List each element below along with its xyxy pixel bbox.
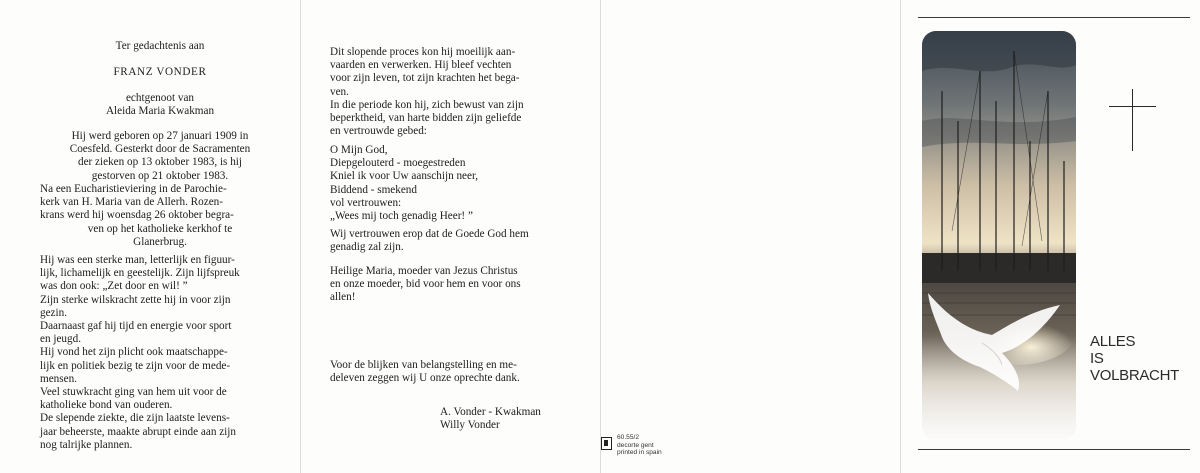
cross-icon — [1132, 89, 1133, 151]
text-line: beperktheid, van harte bidden zijn geliefde — [330, 112, 522, 125]
deceased-name: FRANZ VONDER — [113, 66, 207, 78]
prayer-line: „Wees mij toch genadig Heer! ” — [330, 210, 473, 223]
text-line: gezin. — [40, 306, 68, 319]
text-line: Veel stuwkracht ging van hem uit voor de — [40, 386, 227, 399]
text-line: en onze moeder, bid voor hem en voor ons — [330, 278, 521, 291]
prayer-line: Kniel ik voor Uw aanschijn neer, — [330, 170, 479, 183]
text-line: gestorven op 21 oktober 1983. — [91, 169, 229, 182]
text-line: katholieke bond van ouderen. — [40, 399, 173, 412]
text-line: vaarden en verwerken. Hij bleef vechten — [330, 59, 512, 72]
printer-code: 60.55/2 — [617, 434, 639, 441]
text-line: genadig zal zijn. — [330, 241, 404, 254]
text-line: Coesfeld. Gesterkt door de Sacramenten — [69, 143, 251, 156]
spouse-name: Aleida Maria Kwakman — [105, 105, 215, 117]
prayer-line: O Mijn God, — [330, 144, 388, 156]
signature-line: A. Vonder - Kwakman — [440, 406, 541, 418]
text-line: Na een Eucharistieviering in de Parochie- — [40, 183, 227, 195]
text-line: jaar beheerste, maakte abrupt einde aan zijn — [40, 425, 236, 438]
printer-origin: printed in spain — [617, 449, 662, 457]
spouse-intro: echtgenoot van — [125, 92, 195, 104]
motto-line: VOLBRACHT — [1090, 367, 1179, 384]
prayer-line: Diepgelouterd - moegestreden — [330, 157, 466, 170]
harbor-photo — [922, 31, 1076, 439]
text-line: en jeugd. — [40, 333, 82, 346]
cross-icon — [1109, 106, 1156, 107]
prayer-line: Biddend - smekend — [330, 183, 417, 196]
text-line: Glanerbrug. — [133, 235, 187, 248]
motto-line: ALLES — [1090, 333, 1136, 350]
signature-line: Willy Vonder — [440, 419, 500, 432]
text-line: voor zijn leven, tot zijn krachten het bega- — [330, 72, 520, 85]
text-line: lijk en politiek bezig te zijn voor de mede- — [40, 359, 231, 372]
rule-bottom — [918, 449, 1190, 450]
text-line: ven. — [330, 85, 349, 98]
rule-top — [918, 17, 1190, 18]
intro-line: Ter gedachtenis aan — [115, 40, 205, 52]
text-line: ven op het katholieke kerkhof te — [87, 222, 233, 235]
text-line: Hij werd geboren op 27 januari 1909 in — [71, 130, 249, 142]
text-line: Wij vertrouwen erop dat de Goede God hem — [330, 228, 529, 240]
prayer-line: vol vertrouwen: — [330, 196, 402, 209]
text-line: Hij vond het zijn plicht ook maatschappe- — [40, 346, 228, 359]
text-line: allen! — [330, 291, 356, 304]
text-line: nog talrijke plannen. — [40, 438, 133, 451]
text-line: Dit slopende proces kon hij moeilijk aan- — [330, 46, 516, 58]
printer-name: decorte gent — [617, 441, 654, 449]
text-line: In die periode kon hij, zich bewust van zijn — [330, 98, 524, 111]
text-line: Hij was een sterke man, letterlijk en figuur- — [40, 254, 235, 266]
text-line: kerk van H. Maria van de Allerh. Rozen- — [40, 196, 223, 209]
text-line: De slepende ziekte, die zijn laatste levens- — [40, 412, 230, 425]
text-line: Zijn sterke wilskracht zette hij in voor zijn — [40, 293, 231, 306]
text-line: was don ook: „Zet door en wil! ” — [40, 280, 188, 293]
text-line: Heilige Maria, moeder van Jezus Christus — [330, 265, 518, 277]
text-line: krans werd hij woensdag 26 oktober begra- — [40, 209, 234, 222]
text-line: mensen. — [40, 372, 77, 385]
text-line: Daarnaast gaf hij tijd en energie voor sport — [40, 320, 232, 333]
motto — [1090, 333, 1179, 384]
text-line: lijk, lichamelijk en geestelijk. Zijn lijfspreuk — [40, 267, 240, 280]
text-line: Voor de blijken van belangstelling en me- — [330, 359, 517, 371]
text-line: en vertrouwde gebed: — [330, 125, 427, 138]
text-line: deleven zeggen wij U onze oprechte dank. — [330, 372, 520, 385]
text-line: der zieken op 13 oktober 1983, is hij — [77, 156, 243, 169]
motto-line: IS — [1090, 350, 1104, 367]
